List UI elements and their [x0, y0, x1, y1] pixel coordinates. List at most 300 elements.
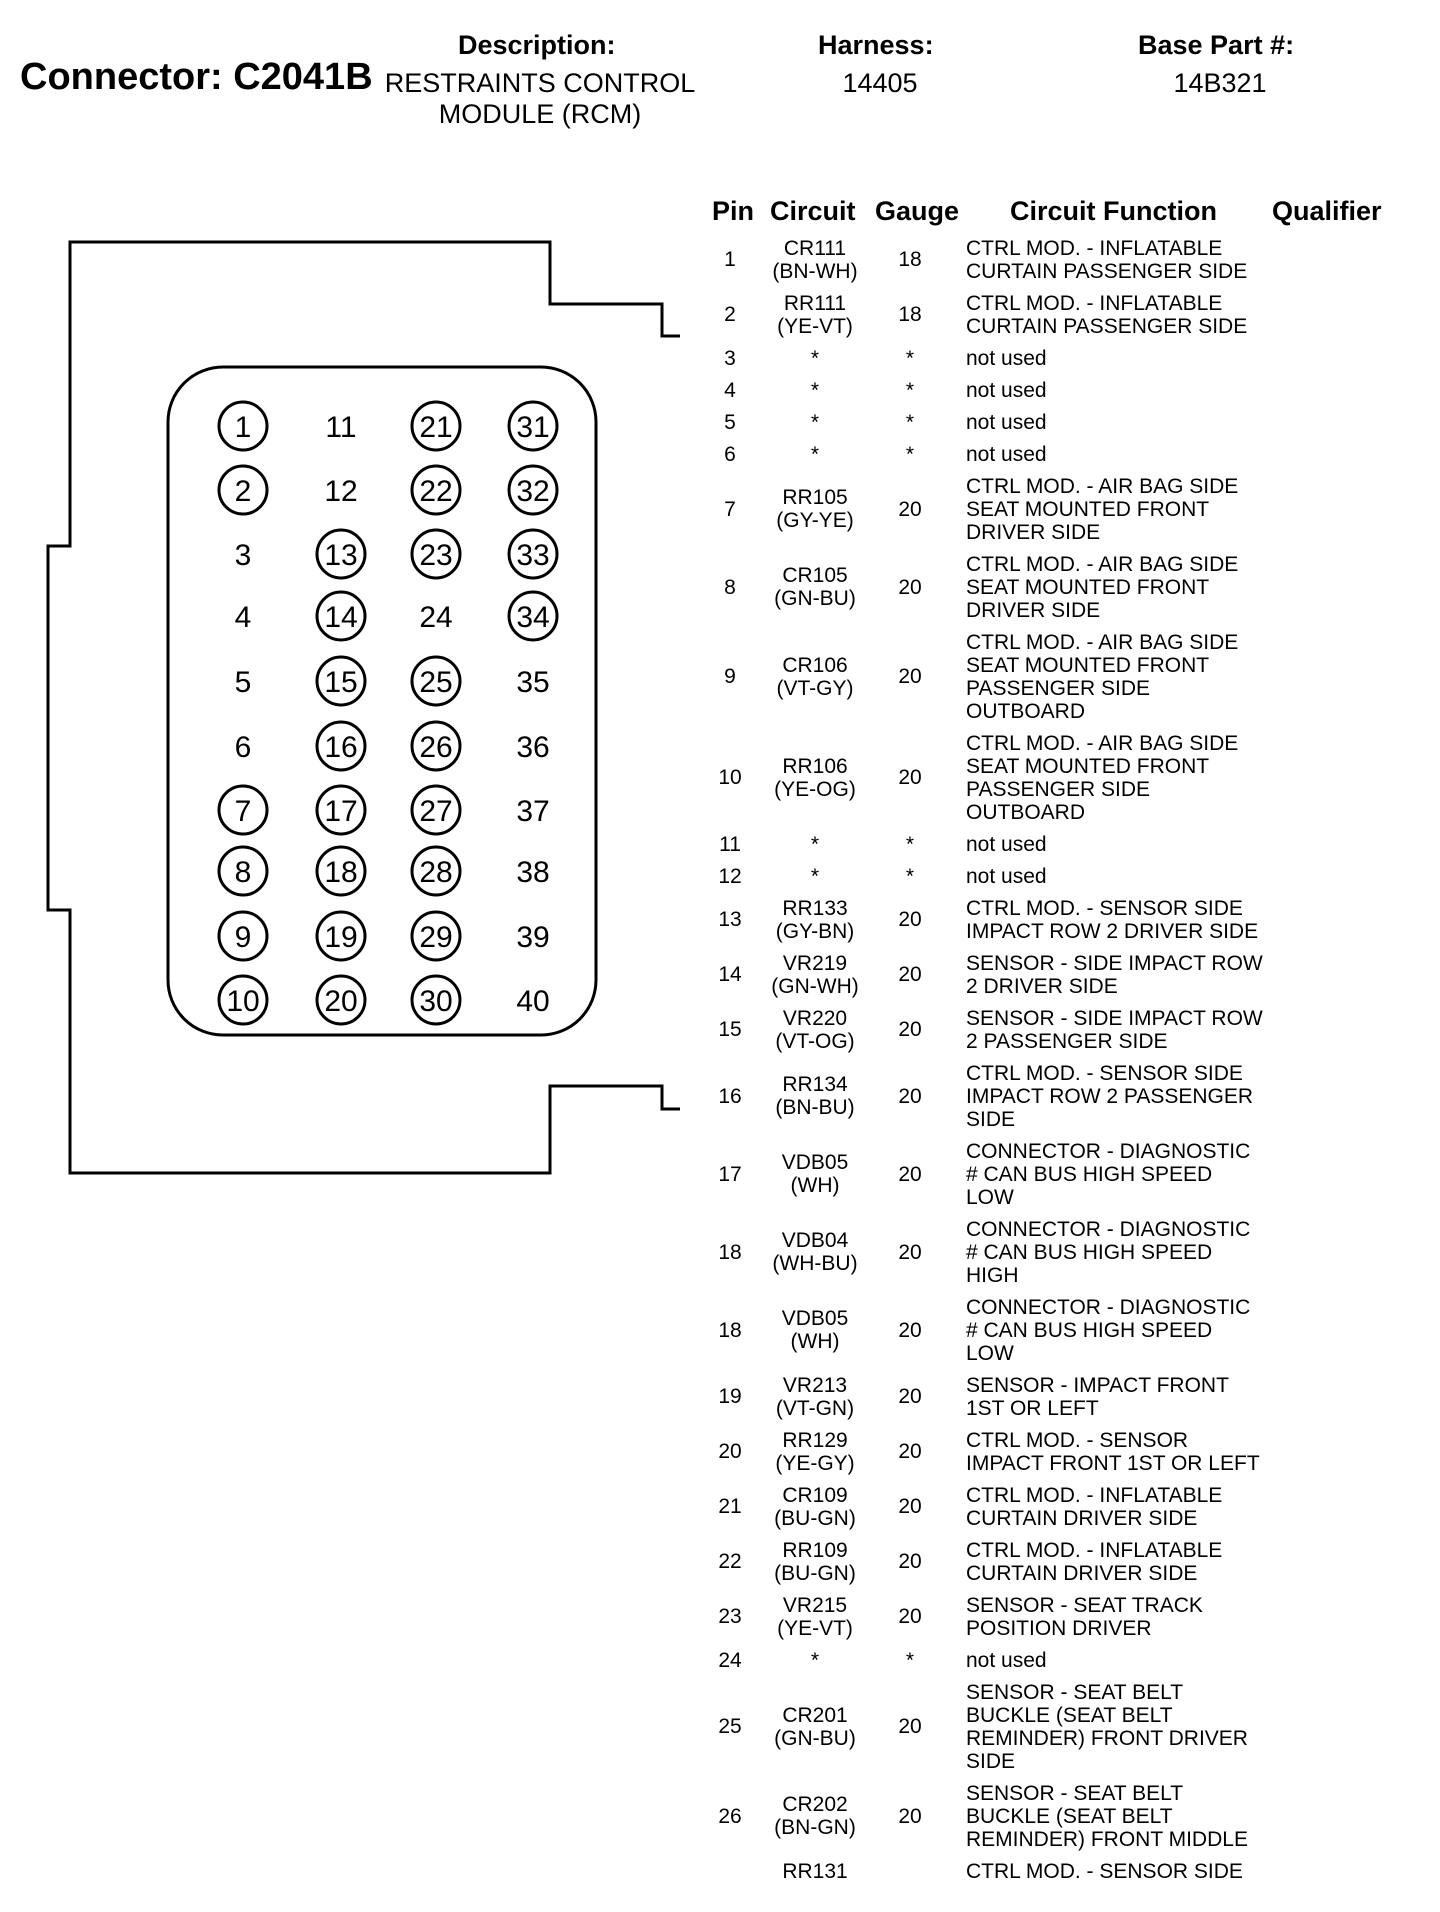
table-row: [700, 342, 1420, 374]
table-row: [700, 232, 1420, 287]
circuit-cell: [760, 828, 870, 860]
circuit-function-line: IMPACT ROW 2 PASSENGER: [966, 1084, 1254, 1108]
circuit-function-cell: [966, 828, 1286, 860]
pin-cell: 21: [718, 1495, 742, 1518]
pin-number: 36: [516, 731, 550, 764]
circuit-function-line: CURTAIN PASSENGER SIDE: [966, 314, 1248, 338]
gauge-cell: 20: [898, 575, 922, 599]
connector-face-diagram: [0, 230, 680, 1190]
pin-number: 8: [234, 856, 252, 889]
circuit-function-line: HIGH: [966, 1263, 1019, 1287]
qualifier-cell: [1300, 470, 1420, 548]
circuit-function-line: IMPACT FRONT 1ST OR LEFT: [966, 1451, 1260, 1475]
circuit-function-cell: [966, 548, 1286, 626]
circuit-line: VDB05: [781, 1307, 849, 1330]
gauge-cell: 20: [898, 1240, 922, 1264]
pin-cell: 14: [718, 963, 742, 986]
pin-grid: [219, 402, 557, 1024]
column-header-qualifier: Qualifier: [1272, 196, 1382, 226]
pin-table: [700, 232, 1420, 1887]
circuit-function-line: SEAT MOUNTED FRONT: [966, 754, 1210, 778]
qualifier-cell: [1300, 1777, 1420, 1855]
pin-cell: 8: [724, 575, 736, 599]
table-row: [700, 1002, 1420, 1057]
pin-number: 30: [419, 985, 453, 1018]
circuit-function-line: CONNECTOR - DIAGNOSTIC: [966, 1295, 1251, 1319]
circuit-function-line: CTRL MOD. - SENSOR: [966, 1428, 1189, 1452]
pin-cell: 4: [724, 378, 736, 402]
table-row: [700, 1676, 1420, 1777]
circuit-function-line: REMINDER) FRONT MIDDLE: [966, 1827, 1248, 1851]
pin-number: 21: [419, 411, 453, 444]
column-header-circuit-function: Circuit Function: [1010, 196, 1217, 226]
circuit-cell: [760, 287, 870, 342]
circuit-line: VR213: [782, 1373, 848, 1397]
column-header-pin: Pin: [712, 196, 755, 226]
pin-number: 5: [234, 666, 252, 699]
pin-number: 27: [419, 795, 453, 828]
circuit-function-line: 2 PASSENGER SIDE: [966, 1029, 1168, 1053]
pin-number: 12: [324, 475, 358, 508]
base-part-label: Base Part #:: [1138, 30, 1295, 60]
gauge-cell: *: [905, 1648, 915, 1672]
circuit-cell: [760, 1424, 870, 1479]
circuit-line: (WH-BU): [772, 1252, 858, 1275]
pin-number: 2: [234, 475, 252, 508]
circuit-function-cell: [966, 342, 1286, 374]
circuit-function-cell: [966, 1002, 1286, 1057]
circuit-function-cell: [966, 287, 1286, 342]
circuit-line: VR215: [782, 1593, 848, 1617]
pin-cell: 18: [718, 1318, 742, 1342]
circuit-cell: [760, 342, 870, 374]
column-header-circuit: Circuit: [770, 196, 856, 226]
pin-number: 26: [419, 731, 453, 764]
circuit-line: *: [810, 832, 820, 856]
qualifier-cell: [1300, 947, 1420, 1002]
pin-cell: 13: [718, 908, 742, 931]
circuit-function-cell: [966, 232, 1286, 287]
circuit-function-line: CONNECTOR - DIAGNOSTIC: [966, 1139, 1251, 1163]
circuit-cell: [760, 1479, 870, 1534]
circuit-function-cell: [966, 1589, 1286, 1644]
qualifier-cell: [1300, 1369, 1420, 1424]
pin-number: 16: [324, 731, 358, 764]
circuit-line: VR220: [782, 1006, 848, 1030]
pin-cell: 25: [718, 1715, 742, 1738]
circuit-function-line: not used: [966, 410, 1047, 434]
pin-cell: 11: [719, 832, 741, 856]
table-row: [700, 1135, 1420, 1213]
qualifier-cell: [1300, 1135, 1420, 1213]
circuit-line: CR111: [783, 236, 847, 260]
circuit-cell: [760, 548, 870, 626]
table-row: [700, 470, 1420, 548]
gauge-cell: 20: [898, 1385, 922, 1408]
gauge-cell: [870, 1855, 950, 1887]
qualifier-cell: [1300, 1676, 1420, 1777]
circuit-cell: [760, 438, 870, 470]
gauge-cell: 18: [898, 248, 922, 271]
table-row: [700, 1644, 1420, 1676]
circuit-function-line: CTRL MOD. - INFLATABLE: [966, 291, 1223, 315]
harness-value: 14405: [842, 68, 918, 98]
circuit-function-line: CTRL MOD. - AIR BAG SIDE: [966, 552, 1239, 576]
qualifier-cell: [1300, 860, 1420, 892]
circuit-function-line: not used: [966, 864, 1047, 888]
circuit-cell: [760, 1369, 870, 1424]
table-row: [700, 1479, 1420, 1534]
qualifier-cell: [1300, 1002, 1420, 1057]
pin-cell: 5: [724, 410, 736, 434]
pin-number: 33: [516, 539, 550, 572]
pin-number: 18: [324, 856, 358, 889]
gauge-cell: 20: [898, 1084, 922, 1108]
gauge-cell: 20: [898, 1495, 922, 1518]
circuit-line: (WH): [790, 1174, 840, 1197]
pin-number: 29: [419, 921, 453, 954]
qualifier-cell: [1300, 727, 1420, 828]
circuit-cell: [760, 1135, 870, 1213]
circuit-cell: [760, 1676, 870, 1777]
gauge-cell: 20: [898, 1018, 922, 1041]
qualifier-cell: [1300, 828, 1420, 860]
circuit-function-line: REMINDER) FRONT DRIVER: [966, 1726, 1248, 1750]
pin-cell: 1: [724, 248, 736, 271]
circuit-line: (VT-GY): [776, 676, 854, 700]
pin-cell: 20: [718, 1440, 742, 1463]
circuit-function-cell: [966, 1644, 1286, 1676]
circuit-function-cell: [966, 892, 1286, 947]
harness-label: Harness:: [818, 30, 934, 60]
circuit-function-line: SENSOR - SIDE IMPACT ROW: [966, 951, 1263, 975]
pin-cell: 19: [718, 1385, 742, 1408]
circuit-line: *: [810, 442, 820, 466]
circuit-line: VR219: [782, 951, 848, 975]
gauge-cell: 20: [898, 1605, 922, 1628]
pin-cell: 3: [724, 346, 736, 370]
circuit-function-cell: [966, 374, 1286, 406]
table-row: [700, 1291, 1420, 1369]
qualifier-cell: [1300, 438, 1420, 470]
circuit-cell: [760, 860, 870, 892]
pin-number: 35: [516, 666, 550, 699]
circuit-line: VDB04: [781, 1229, 849, 1252]
gauge-cell: 20: [898, 497, 922, 521]
gauge-cell: 20: [898, 1318, 922, 1342]
circuit-line: *: [810, 346, 820, 370]
pin-cell: 23: [718, 1605, 742, 1628]
circuit-line: (YE-VT): [777, 314, 853, 338]
qualifier-cell: [1300, 1213, 1420, 1291]
pin-number: 22: [419, 475, 453, 508]
pin-cell: 6: [724, 442, 736, 466]
pin-cell: 10: [718, 766, 742, 789]
qualifier-cell: [1300, 232, 1420, 287]
circuit-line: CR105: [782, 564, 848, 587]
table-row: [700, 727, 1420, 828]
circuit-function-line: CTRL MOD. - INFLATABLE: [966, 1483, 1223, 1507]
circuit-cell: [760, 1534, 870, 1589]
base-part-value: 14B321: [1173, 68, 1267, 98]
circuit-line: CR106: [782, 653, 848, 677]
pin-number: 6: [234, 731, 252, 764]
circuit-line: RR133: [782, 896, 848, 920]
circuit-line: (VT-OG): [775, 1029, 855, 1053]
gauge-cell: *: [905, 442, 915, 466]
circuit-function-line: CTRL MOD. - SENSOR SIDE: [966, 1061, 1243, 1085]
qualifier-cell: [1300, 342, 1420, 374]
circuit-function-line: CTRL MOD. - INFLATABLE: [966, 1538, 1223, 1562]
pin-number: 10: [226, 985, 260, 1018]
circuit-function-line: not used: [966, 442, 1047, 466]
qualifier-cell: [1300, 287, 1420, 342]
circuit-function-line: PASSENGER SIDE: [966, 777, 1150, 801]
qualifier-cell: [1300, 1534, 1420, 1589]
circuit-function-line: CTRL MOD. - AIR BAG SIDE: [966, 630, 1239, 654]
circuit-function-line: # CAN BUS HIGH SPEED: [966, 1162, 1213, 1186]
circuit-function-line: CURTAIN PASSENGER SIDE: [966, 259, 1248, 283]
circuit-function-line: DRIVER SIDE: [966, 598, 1101, 622]
pin-number: 7: [234, 795, 252, 828]
pin-number: 15: [324, 666, 358, 699]
pin-cell: 16: [718, 1084, 742, 1108]
pin-number: 23: [419, 539, 453, 572]
gauge-cell: 20: [898, 908, 922, 931]
circuit-line: (BN-WH): [772, 259, 858, 283]
connector-housing-outline: [48, 242, 680, 1173]
circuit-function-cell: [966, 438, 1286, 470]
circuit-function-cell: [966, 1213, 1286, 1291]
pin-number: 20: [324, 985, 358, 1018]
pin-cell: 12: [718, 864, 742, 888]
gauge-cell: *: [905, 346, 915, 370]
pin-number: 9: [234, 921, 252, 954]
table-row: [700, 374, 1420, 406]
table-row: [700, 1057, 1420, 1135]
pin-cell: 2: [724, 303, 736, 326]
pin-number: 1: [234, 411, 252, 444]
circuit-function-line: LOW: [966, 1185, 1014, 1209]
circuit-line: *: [810, 864, 820, 888]
circuit-cell: [760, 470, 870, 548]
circuit-function-line: BUCKLE (SEAT BELT: [966, 1703, 1173, 1727]
circuit-cell: [760, 947, 870, 1002]
circuit-function-line: CURTAIN DRIVER SIDE: [966, 1561, 1198, 1585]
table-row: [700, 406, 1420, 438]
circuit-line: (GY-YE): [776, 509, 854, 532]
circuit-function-line: SEAT MOUNTED FRONT: [966, 497, 1210, 521]
circuit-function-line: SENSOR - IMPACT FRONT: [966, 1373, 1229, 1397]
circuit-function-cell: [966, 1855, 1286, 1887]
pin-number: 34: [516, 601, 550, 634]
circuit-function-cell: [966, 860, 1286, 892]
circuit-function-line: CTRL MOD. - SENSOR SIDE: [966, 896, 1243, 920]
pin-number: 40: [516, 985, 550, 1018]
qualifier-cell: [1300, 1855, 1420, 1887]
pin-number: 39: [516, 921, 550, 954]
gauge-cell: 20: [898, 1715, 922, 1738]
circuit-function-line: LOW: [966, 1341, 1014, 1365]
circuit-line: *: [810, 410, 820, 434]
pin-number: 25: [419, 666, 453, 699]
circuit-function-line: not used: [966, 1648, 1047, 1672]
circuit-line: RR134: [782, 1073, 848, 1096]
circuit-function-line: BUCKLE (SEAT BELT: [966, 1804, 1173, 1828]
circuit-function-line: PASSENGER SIDE: [966, 676, 1150, 700]
circuit-line: (YE-OG): [774, 777, 856, 801]
column-header-gauge: Gauge: [875, 196, 960, 226]
qualifier-cell: [1300, 892, 1420, 947]
circuit-cell: [760, 1644, 870, 1676]
circuit-line: (BU-GN): [774, 1561, 856, 1585]
circuit-cell: [760, 232, 870, 287]
pin-cell: 7: [724, 497, 736, 521]
circuit-function-line: not used: [966, 832, 1047, 856]
pin-cell: 17: [718, 1162, 742, 1186]
circuit-function-cell: [966, 1291, 1286, 1369]
circuit-cell: [760, 1291, 870, 1369]
circuit-cell: [760, 626, 870, 727]
circuit-line: *: [810, 378, 820, 402]
circuit-cell: [760, 374, 870, 406]
pin-cell: [700, 1855, 760, 1887]
circuit-function-cell: [966, 727, 1286, 828]
pin-cell: 26: [718, 1804, 742, 1828]
circuit-function-line: SENSOR - SEAT BELT: [966, 1781, 1184, 1805]
circuit-function-cell: [966, 1424, 1286, 1479]
circuit-line: (BN-GN): [774, 1816, 856, 1839]
circuit-function-line: IMPACT ROW 2 DRIVER SIDE: [966, 919, 1259, 943]
circuit-line: (GN-WH): [771, 974, 859, 998]
circuit-function-line: SENSOR - SEAT BELT: [966, 1680, 1184, 1704]
circuit-function-cell: [966, 470, 1286, 548]
circuit-function-cell: [966, 1534, 1286, 1589]
circuit-line: (WH): [790, 1330, 840, 1353]
circuit-function-line: SEAT MOUNTED FRONT: [966, 575, 1210, 599]
circuit-line: (YE-VT): [777, 1616, 853, 1640]
circuit-line: CR201: [782, 1703, 848, 1727]
circuit-cell: [760, 1855, 870, 1887]
circuit-line: RR105: [782, 486, 848, 509]
circuit-line: RR129: [782, 1428, 848, 1452]
circuit-function-line: CTRL MOD. - AIR BAG SIDE: [966, 731, 1239, 755]
table-row: [700, 548, 1420, 626]
table-row: [700, 1424, 1420, 1479]
circuit-line: (VT-GN): [775, 1396, 855, 1420]
gauge-cell: *: [905, 410, 915, 434]
pin-number: 4: [234, 601, 252, 634]
qualifier-cell: [1300, 1644, 1420, 1676]
circuit-cell: [760, 1002, 870, 1057]
table-row: [700, 1777, 1420, 1855]
circuit-line: *: [810, 1648, 820, 1672]
pin-number: 31: [516, 411, 550, 444]
circuit-function-line: CTRL MOD. - AIR BAG SIDE: [966, 474, 1239, 498]
circuit-function-line: DRIVER SIDE: [966, 520, 1101, 544]
circuit-line: RR106: [782, 754, 848, 778]
circuit-function-line: CTRL MOD. - INFLATABLE: [966, 236, 1223, 260]
circuit-function-line: # CAN BUS HIGH SPEED: [966, 1240, 1213, 1264]
pin-number: 13: [324, 539, 358, 572]
description-label: Description:: [458, 30, 616, 60]
gauge-cell: *: [905, 378, 915, 402]
connector-title: Connector: C2041B: [20, 56, 373, 98]
table-row: [700, 828, 1420, 860]
circuit-line: (YE-GY): [775, 1451, 855, 1475]
circuit-line: RR131: [782, 1859, 848, 1883]
circuit-function-line: SEAT MOUNTED FRONT: [966, 653, 1210, 677]
pin-number: 38: [516, 856, 550, 889]
circuit-line: (GN-BU): [774, 587, 856, 610]
gauge-cell: 20: [898, 1550, 922, 1573]
qualifier-cell: [1300, 374, 1420, 406]
gauge-cell: *: [905, 864, 915, 888]
table-row: [700, 1534, 1420, 1589]
circuit-cell: [760, 1057, 870, 1135]
circuit-function-cell: [966, 1369, 1286, 1424]
circuit-line: (BU-GN): [774, 1506, 856, 1530]
table-row: [700, 1589, 1420, 1644]
table-row: [700, 1855, 1420, 1887]
circuit-line: CR109: [782, 1483, 848, 1507]
circuit-function-line: not used: [966, 346, 1047, 370]
pin-cell: 22: [718, 1550, 742, 1573]
qualifier-cell: [1300, 1589, 1420, 1644]
circuit-line: (BN-BU): [775, 1096, 855, 1119]
circuit-line: RR109: [782, 1538, 848, 1562]
circuit-line: CR202: [782, 1793, 848, 1816]
circuit-function-cell: [966, 1777, 1286, 1855]
circuit-function-cell: [966, 1676, 1286, 1777]
circuit-function-cell: [966, 1135, 1286, 1213]
table-row: [700, 860, 1420, 892]
circuit-function-line: OUTBOARD: [966, 699, 1086, 723]
table-row: [700, 626, 1420, 727]
qualifier-cell: [1300, 1057, 1420, 1135]
gauge-cell: 20: [898, 1804, 922, 1828]
qualifier-cell: [1300, 406, 1420, 438]
circuit-line: (GY-BN): [775, 919, 855, 943]
circuit-function-line: SIDE: [966, 1107, 1016, 1131]
circuit-cell: [760, 1213, 870, 1291]
circuit-function-line: # CAN BUS HIGH SPEED: [966, 1318, 1213, 1342]
description-value: RESTRAINTS CONTROL MODULE (RCM): [384, 68, 696, 129]
circuit-function-line: 1ST OR LEFT: [966, 1396, 1099, 1420]
pin-number: 14: [324, 601, 358, 634]
circuit-cell: [760, 1777, 870, 1855]
qualifier-cell: [1300, 1291, 1420, 1369]
gauge-cell: *: [905, 832, 915, 856]
pin-cell: 18: [718, 1240, 742, 1264]
circuit-function-line: SENSOR - SEAT TRACK: [966, 1593, 1203, 1617]
pin-number: 28: [419, 856, 453, 889]
pin-number: 24: [419, 601, 453, 634]
qualifier-cell: [1300, 1424, 1420, 1479]
circuit-line: RR111: [783, 291, 847, 315]
circuit-line: (GN-BU): [774, 1726, 856, 1750]
circuit-cell: [760, 1589, 870, 1644]
circuit-function-cell: [966, 1479, 1286, 1534]
circuit-function-line: 2 DRIVER SIDE: [966, 974, 1118, 998]
pin-number: 19: [324, 921, 358, 954]
circuit-cell: [760, 406, 870, 438]
circuit-function-cell: [966, 1057, 1286, 1135]
circuit-function-line: CONNECTOR - DIAGNOSTIC: [966, 1217, 1251, 1241]
gauge-cell: 20: [898, 1162, 922, 1186]
circuit-function-line: not used: [966, 378, 1047, 402]
circuit-cell: [760, 727, 870, 828]
